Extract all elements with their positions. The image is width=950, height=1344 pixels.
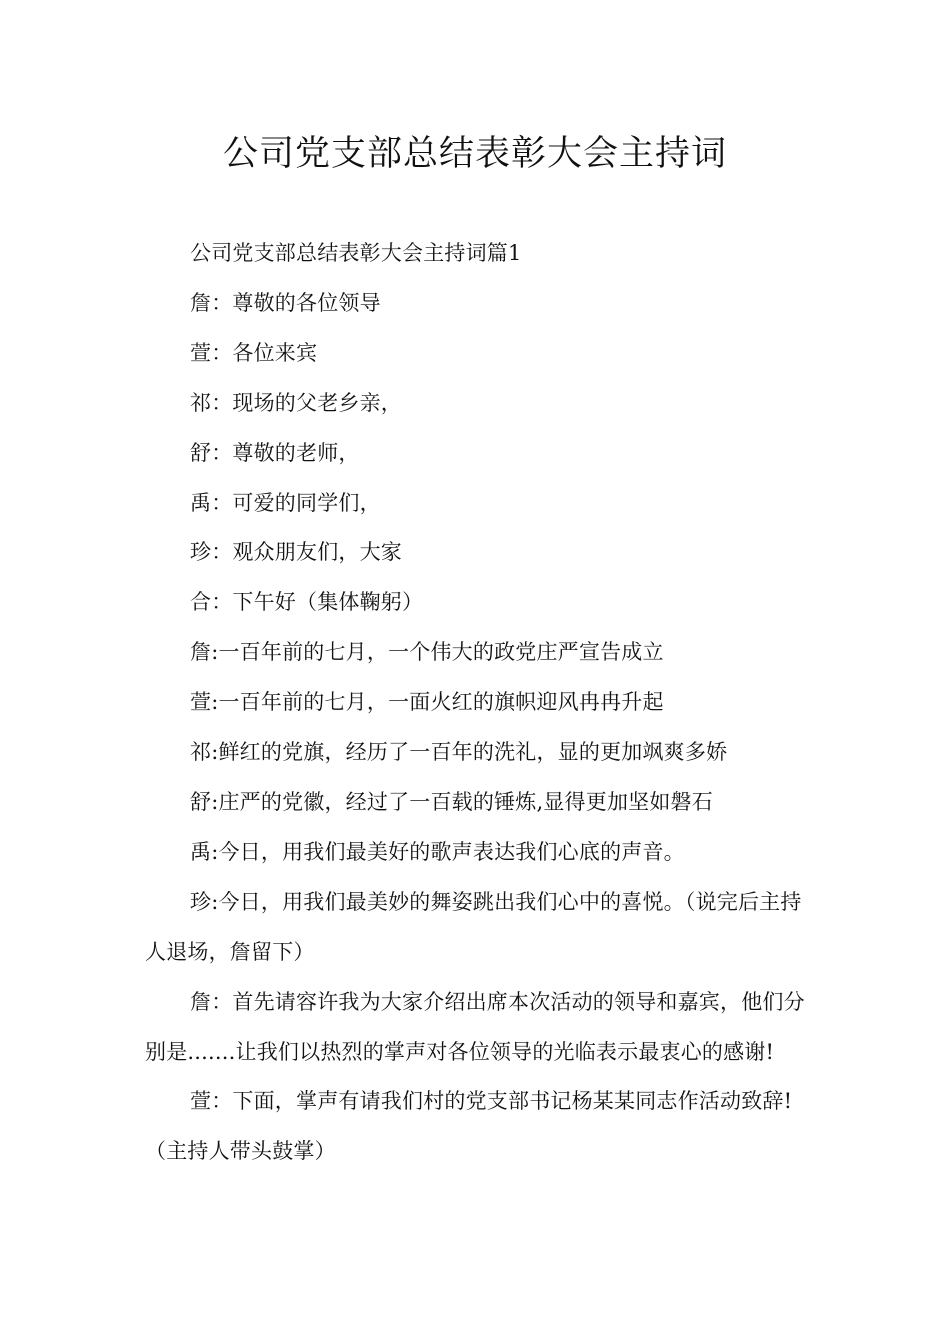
paragraph-line: 舒:庄严的党徽，经过了一百载的锤炼,显得更加坚如磐石: [190, 789, 713, 814]
paragraph-line: 詹：尊敬的各位领导: [190, 290, 381, 315]
paragraph-heading: 公司党支部总结表彰大会主持词篇1: [190, 241, 522, 265]
paragraph-line: 詹:一百年前的七月，一个伟大的政党庄严宣告成立: [190, 640, 664, 665]
paragraph-multiline: 萱：下面，掌声有请我们村的党支部书记杨某某同志作活动致辞!（主持人带头鼓掌）: [145, 1089, 793, 1164]
paragraph-line: 合：下午好（集体鞠躬）: [190, 590, 424, 615]
document-body: [145, 229, 810, 1177]
paragraph-multiline: 詹：首先请容许我为大家介绍出席本次活动的领导和嘉宾，他们分别是.......让我们以热烈的掌声对各位领导的光临表示最衷心的感谢!: [145, 989, 805, 1064]
paragraph-multiline: 珍:今日，用我们最美妙的舞姿跳出我们心中的喜悦。（说完后主持人退场，詹留下）: [145, 889, 802, 964]
paragraph-line: 萱:一百年前的七月，一面火红的旗帜迎风冉冉升起: [190, 690, 664, 715]
paragraph-line: 祁：现场的父老乡亲，: [190, 390, 402, 415]
paragraph-line: 珍：观众朋友们，大家: [190, 540, 402, 565]
document-title: 公司党支部总结表彰大会主持词: [222, 134, 727, 174]
paragraph-line: 舒：尊敬的老师，: [190, 440, 360, 465]
paragraph-line: 禹：可爱的同学们，: [190, 490, 381, 515]
paragraph-line: 祁:鲜红的党旗，经历了一百年的洗礼，显的更加飒爽多娇: [190, 740, 728, 765]
paragraph-line: 禹:今日，用我们最美好的歌声表达我们心底的声音。: [190, 839, 685, 864]
paragraph-line: 萱：各位来宾: [190, 340, 318, 365]
